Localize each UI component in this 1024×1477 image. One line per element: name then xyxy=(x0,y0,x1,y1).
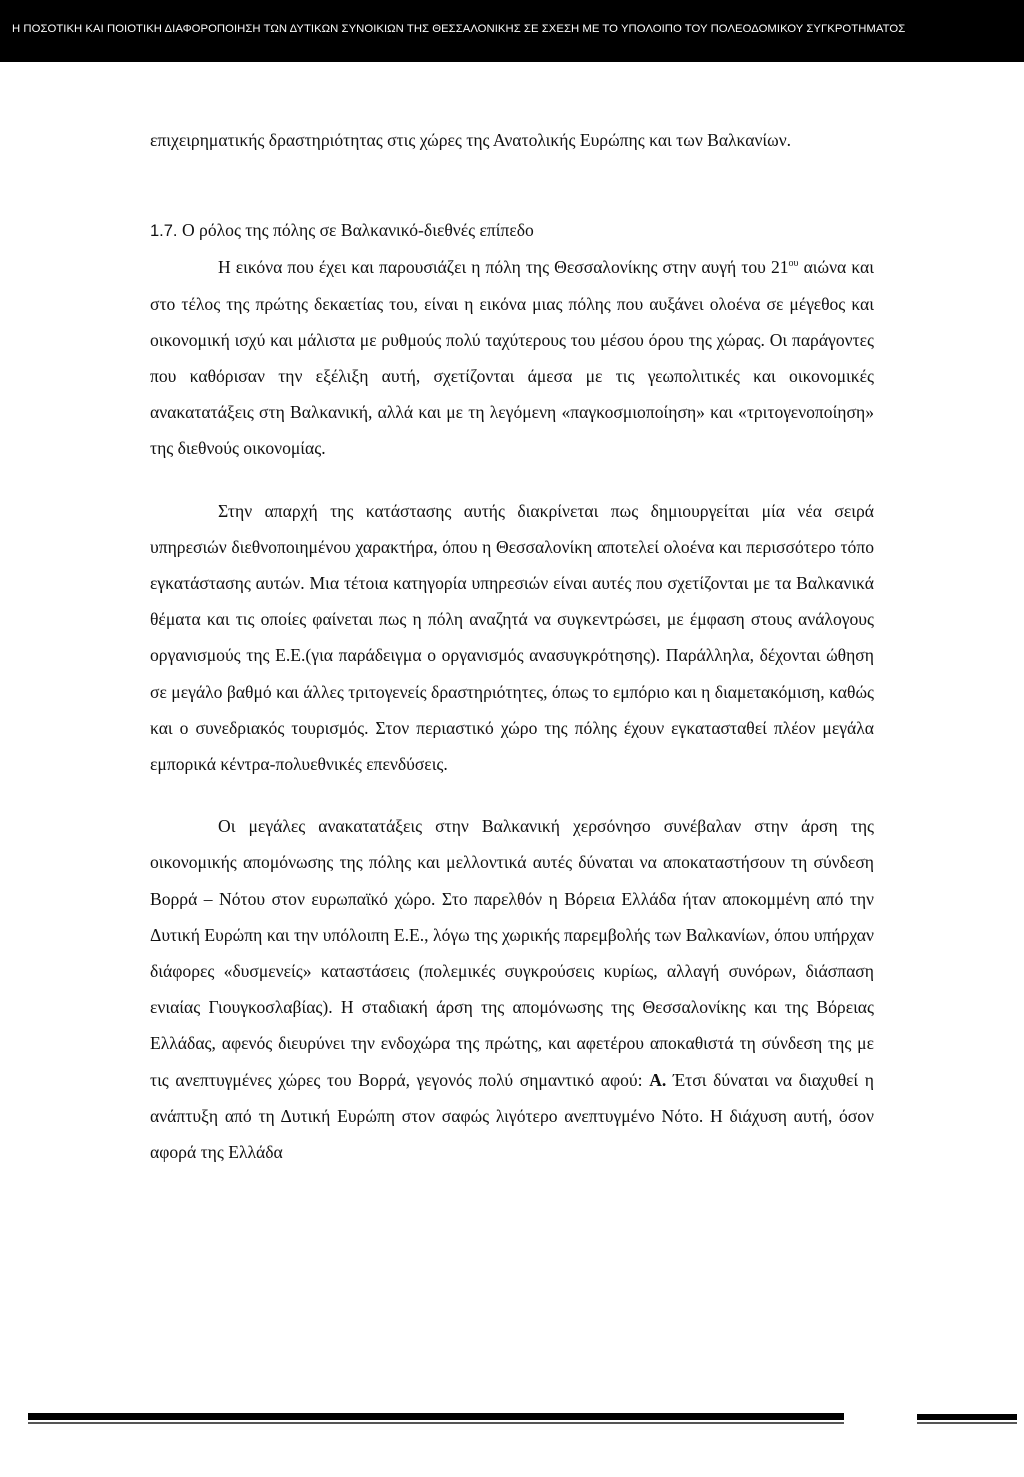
footer-rule-left xyxy=(28,1413,844,1420)
running-header-band xyxy=(0,0,1024,62)
list-marker-a: Α. xyxy=(649,1069,667,1090)
section-title: Ο ρόλος της πόλης σε Βαλκανικό-διεθνές επίπεδο xyxy=(181,220,534,241)
paragraph-3-text-b: Έτσι δύναται να διαχυθεί η ανάπτυξη από τη Δυτική Ευρώπη στον σαφώς λιγότερο ανεπτυγμένο Νότο. Η διάχυση αυτή, όσον αφορά της Ελλάδα xyxy=(150,1069,874,1163)
paragraph-2: Στην απαρχή της κατάστασης αυτής διακρίνεται πως δημιουργείται μία νέα σειρά υπηρεσιών διεθνοποιημένου χαρακτήρα, όπου η Θεσσαλονίκη αποτελεί ολοένα και περισσότερο τόπο εγκατάστασης αυτών. Μια τέτοια κατηγορία υπηρεσιών είναι αυτές που σχετίζονται με τα Βαλκανικά θέματα και τις οποίες φαίνεται πως η πόλη αναζητά να συγκεντρώσει, με έμφαση στους ανάλογους οργανισμούς της Ε.Ε.(για παράδειγμα ο οργανισμός ανασυγκρότησης). Παράλληλα, δέχονται ώθηση σε μεγάλο βαθμό και άλλες τριτογενείς δραστηριότητες, όπως το εμπόριο και η διαμετακόμιση, καθώς και ο συνεδριακός τουρισμός. Στον περιαστικό χώρο της πόλης έχουν εγκατασταθεί πλέον μεγάλα εμπορικά κέντρα-πολυεθνικές επενδύσεις. xyxy=(150,500,874,775)
section-heading xyxy=(150,212,874,249)
footer-rule-left-thin xyxy=(28,1422,844,1424)
paragraph-3 xyxy=(150,808,874,1170)
paragraph-1-text-b: αιώνα και στο τέλος της πρώτης δεκαετίας του, είναι η εικόνα μιας πόλης που αυξάνει ολοένα σε μέγεθος και οικονομική ισχύ και μάλιστα με ρυθμούς πολύ ταχύτερους του μέσου όρου της χώρας. Οι παράγοντες που καθόρισαν την εξέλιξη αυτή, σχετίζονται άμεσα με τις γεωπολιτικές και οικονομικές ανακατατάξεις στη Βαλκανική, αλλά και με τη λεγόμενη «παγκοσμιοποίηση» και «τριτογενοποίηση» της διεθνούς οικονομίας. xyxy=(150,257,874,459)
continued-paragraph: επιχειρηματικής δραστηριότητας στις χώρες της Ανατολικής Ευρώπης και των Βαλκανίων. xyxy=(150,130,792,150)
running-header-title: Η ΠΟΣΟΤΙΚΗ ΚΑΙ ΠΟΙΟΤΙΚΗ ΔΙΑΦΟΡΟΠΟΙΗΣΗ ΤΩΝ ΔΥΤΙΚΩΝ ΣΥΝΟΙΚΙΩΝ ΤΗΣ ΘΕΣΣΑΛΟΝΙΚΗΣ ΣΕ ΣΧΕΣΗ ΜΕ ΤΟ ΥΠΟΛΟΙΠΟ ΤΟΥ ΠΟΛΕΟΔΟΜΙΚΟΥ ΣΥΓΚΡΟΤΗΜΑΤΟΣ xyxy=(12,23,906,35)
document-page xyxy=(150,122,874,1170)
paragraph-1 xyxy=(150,249,874,466)
paragraph-1-text-a: Η εικόνα που έχει και παρουσιάζει η πόλη της Θεσσαλονίκης στην αυγή του 21 xyxy=(218,257,789,278)
footer-rule-right xyxy=(917,1414,1017,1420)
ordinal-superscript: ου xyxy=(788,258,799,270)
footer-rule-right-thin xyxy=(917,1422,1017,1424)
paragraph-3-text-a: Οι μεγάλες ανακατατάξεις στην Βαλκανική χερσόνησο συνέβαλαν στην άρση της οικονομικής απομόνωσης της πόλης και μελλοντικά αυτές δύναται να αποκαταστήσουν τη σύνδεση Βορρά – Νότου στον ευρωπαϊκό χώρο. Στο παρελθόν η Βόρεια Ελλάδα ήταν αποκομμένη από την Δυτική Ευρώπη και την υπόλοιπη Ε.Ε., λόγω της χωρικής παρεμβολής των Βαλκανίων, όπου υπήρχαν διάφορες «δυσμενείς» καταστάσεις (πολεμικές συγκρούσεις κυρίως, αλλαγή συνόρων, διάσπαση ενιαίας Γιουγκοσλαβίας). Η σταδιακή άρση της απομόνωσης της Θεσσαλονίκης και της Βόρειας Ελλάδας, αφενός διευρύνει την ενδοχώρα της πρώτης, και αφετέρου αποκαθιστά τη σύνδεση της με τις ανεπτυγμένες χώρες του Βορρά, γεγονός πολύ σημαντικό αφού: xyxy=(150,816,874,1090)
section-number: 1.7. xyxy=(150,222,178,241)
